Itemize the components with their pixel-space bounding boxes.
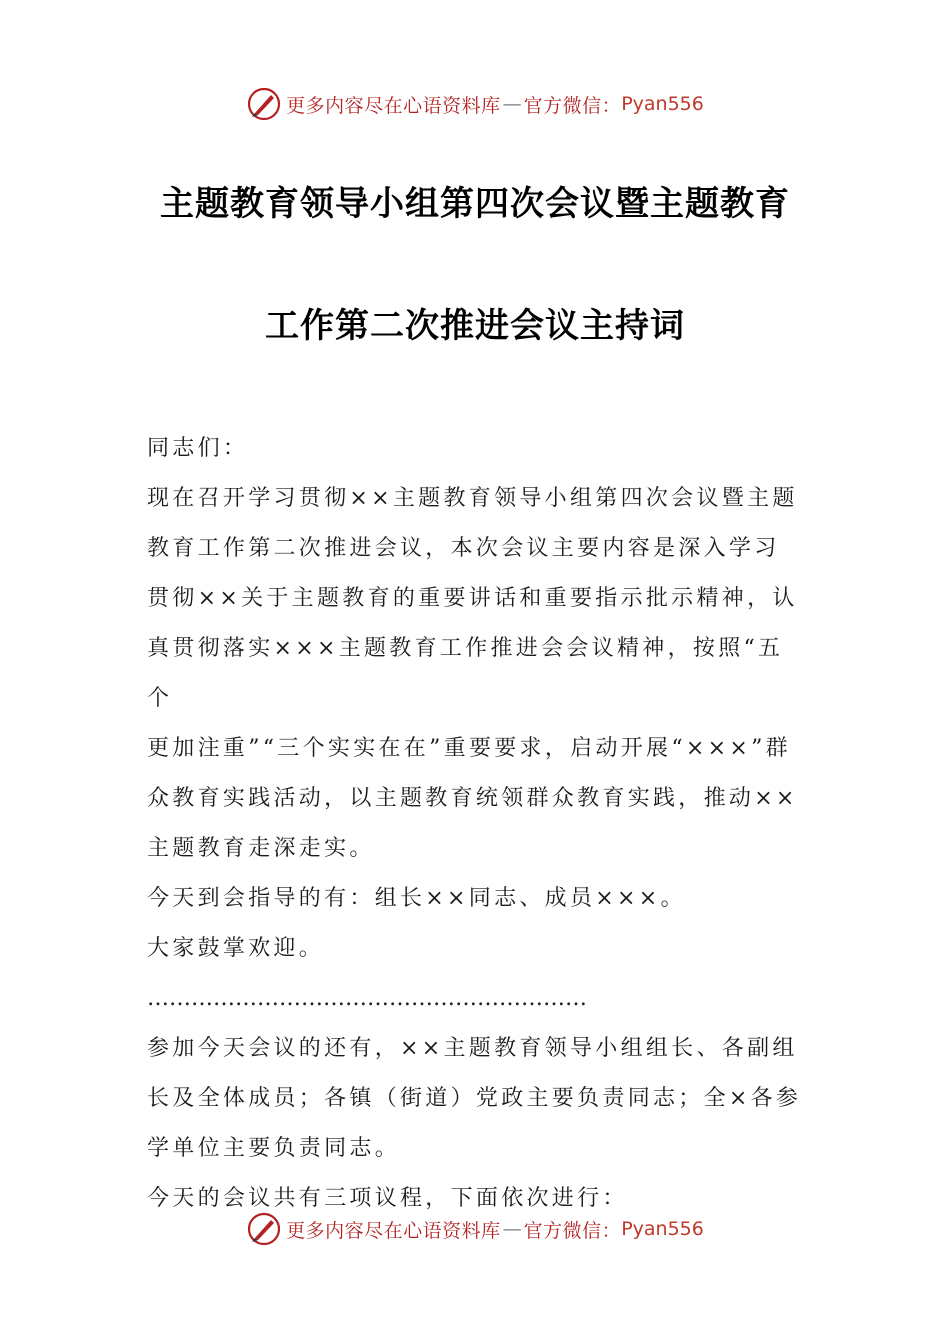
intro-line: 贯彻××关于主题教育的重要讲话和重要指示批示精神，认 <box>147 586 798 611</box>
document-title-line-2: 工作第二次推进会议主持词 <box>265 306 685 346</box>
watermark-label: 官方微信： <box>523 94 622 117</box>
quill-logo-icon <box>246 86 282 122</box>
agenda-paragraph: 今天的会议共有三项议程，下面依次进行： <box>147 1186 628 1211</box>
watermark-text: 更多内容尽在心语资料库 <box>286 1219 501 1242</box>
intro-line: 真贯彻落实×××主题教育工作推进会会议精神，按照“五个 <box>147 636 784 711</box>
attendees-line: 长及全体成员；各镇（街道）党政主要负责同志；全×各参 <box>147 1086 802 1111</box>
salutation: 同志们： <box>147 436 249 461</box>
guests-paragraph: 今天到会指导的有：组长××同志、成员×××。 <box>147 886 686 911</box>
watermark-separator: — <box>502 1218 522 1240</box>
intro-line: 众教育实践活动，以主题教育统领群众教育实践，推动×× <box>147 786 798 811</box>
intro-line: 更加注重”“三个实实在在”重要要求，启动开展“×××”群 <box>147 736 791 761</box>
watermark-account: Pyan556 <box>621 93 704 115</box>
watermark-text: 更多内容尽在心语资料库 <box>286 94 501 117</box>
watermark-footer <box>0 1207 950 1251</box>
intro-line: 现在召开学习贯彻××主题教育领导小组第四次会议暨主题 <box>147 486 798 511</box>
watermark-header <box>0 82 950 126</box>
watermark-label: 官方微信： <box>523 1219 622 1242</box>
attendees-line: 学单位主要负责同志。 <box>147 1136 401 1161</box>
applause-paragraph: 大家鼓掌欢迎。 <box>147 936 325 961</box>
document-body <box>147 424 807 1224</box>
quill-logo-icon <box>246 1211 282 1247</box>
document-title-line-1: 主题教育领导小组第四次会议暨主题教育 <box>160 184 790 224</box>
intro-line: 主题教育走深走实。 <box>147 836 375 861</box>
intro-line: 教育工作第二次推进会议，本次会议主要内容是深入学习 <box>147 536 780 561</box>
watermark-account: Pyan556 <box>621 1218 704 1240</box>
watermark-separator: — <box>502 93 522 115</box>
attendees-line: 参加今天会议的还有，××主题教育领导小组组长、各副组 <box>147 1036 798 1061</box>
ellipsis-separator: …………………………………………………… <box>147 986 587 1011</box>
